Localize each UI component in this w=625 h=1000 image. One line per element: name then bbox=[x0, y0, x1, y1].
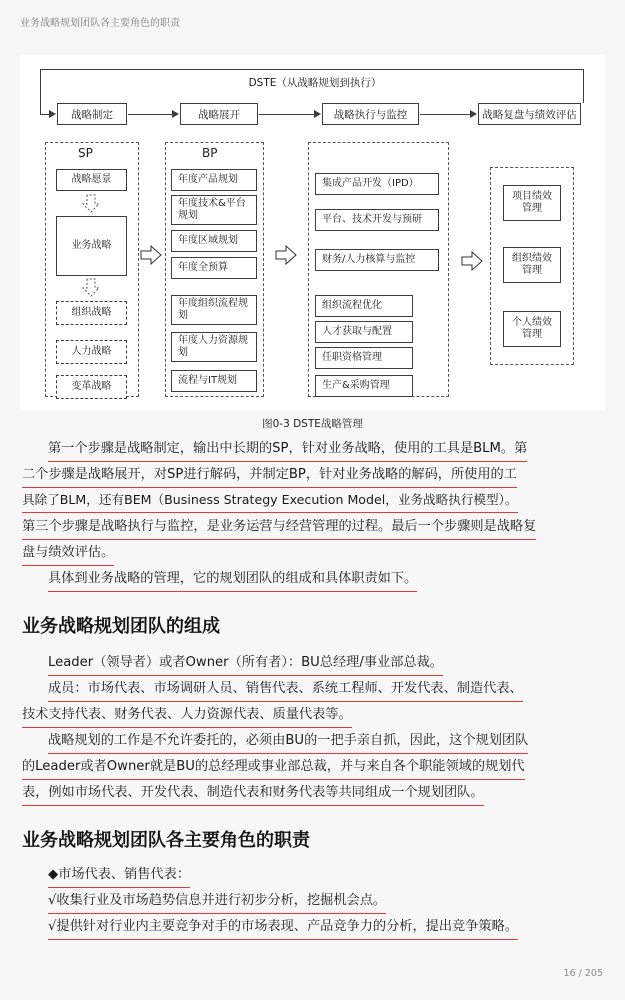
paragraph-line bbox=[22, 488, 518, 514]
section-heading: 业务战略规划团队的组成 bbox=[22, 616, 220, 637]
stage-strategy-deployment: 战略展开 bbox=[180, 103, 258, 125]
loop-line-entry bbox=[40, 114, 50, 115]
execution-item: 集成产品开发（IPD） bbox=[315, 173, 439, 195]
sp-hr-strategy: 人力战略 bbox=[56, 340, 127, 364]
paragraph-text: 二个步骤是战略展开，对SP进行解码，并制定BP，针对业务战略的解码，所使用的工 bbox=[22, 464, 517, 488]
paragraph-line bbox=[22, 780, 484, 806]
section-heading: 业务战略规划团队各主要角色的职责 bbox=[22, 830, 310, 851]
paragraph-line bbox=[22, 566, 417, 592]
loop-line-top bbox=[40, 69, 584, 70]
loop-line-left bbox=[40, 69, 41, 114]
stage-arrow-1-line bbox=[128, 114, 172, 115]
bp-item: 年度人力资源规划 bbox=[171, 332, 257, 362]
leader-line bbox=[22, 650, 443, 676]
paragraph-line bbox=[22, 728, 528, 754]
stage-arrow-3 bbox=[470, 110, 477, 118]
sp-down-arrow-2 bbox=[81, 278, 101, 298]
hollow-arrow-2 bbox=[275, 245, 297, 265]
bp-item: 年度全预算 bbox=[171, 257, 257, 279]
hollow-arrow-1 bbox=[140, 245, 162, 265]
stage-review-evaluation: 战略复盘与绩效评估 bbox=[478, 103, 581, 125]
sp-org-strategy: 组织战略 bbox=[56, 301, 127, 325]
bp-item: 年度技术&平台规划 bbox=[171, 195, 257, 225]
duty-text: √收集行业及市场趋势信息并进行初步分析，挖掘机会点。 bbox=[48, 890, 386, 914]
members-line bbox=[22, 702, 352, 728]
stage-execution-monitoring: 战略执行与监控 bbox=[322, 103, 419, 125]
stage-arrow-2 bbox=[314, 110, 321, 118]
role-title-text: ◆市场代表、销售代表： bbox=[48, 864, 190, 888]
paragraph-line bbox=[22, 540, 114, 566]
sp-change-strategy: 变革战略 bbox=[56, 375, 127, 399]
stage-strategy-formulation: 战略制定 bbox=[57, 103, 127, 125]
bp-item: 流程与IT规划 bbox=[171, 370, 257, 392]
paragraph-text: 第三个步骤是战略执行与监控，是业务运营与经营管理的过程。最后一个步骤则是战略复 bbox=[22, 516, 536, 540]
hollow-arrow-3 bbox=[461, 251, 483, 271]
paragraph-text: 的Leader或者Owner就是BU的总经理或事业部总裁，并与来自各个职能领域的规划代 bbox=[22, 756, 525, 780]
members-text: 技术支持代表、财务代表、人力资源代表、质量代表等。 bbox=[22, 704, 352, 728]
dste-figure bbox=[20, 55, 605, 410]
sp-label: SP bbox=[78, 146, 93, 160]
evaluation-item: 个人绩效管理 bbox=[503, 311, 561, 347]
duty-text: √提供针对行业内主要竞争对手的市场表现、产品竞争力的分析，提出竞争策略。 bbox=[48, 916, 518, 940]
duty-line bbox=[48, 888, 386, 914]
sp-down-arrow-1 bbox=[81, 194, 101, 214]
running-header: 业务战略规划团队各主要角色的职责 bbox=[20, 18, 180, 29]
paragraph-text: 第一个步骤是战略制定，输出中长期的SP，针对业务战略，使用的工具是BLM。第 bbox=[48, 438, 527, 462]
dste-label: DSTE（从战略规划到执行） bbox=[235, 75, 395, 90]
paragraph-text: 具除了BLM，还有BEM（Business Strategy Execution Model，业务战略执行模型）。 bbox=[22, 489, 518, 513]
paragraph-line bbox=[22, 462, 517, 488]
evaluation-item: 项目绩效管理 bbox=[503, 185, 561, 221]
paragraph-line bbox=[22, 754, 525, 780]
execution-item: 人才获取与配置 bbox=[315, 321, 413, 343]
execution-item: 财务/人力核算与监控 bbox=[315, 249, 439, 271]
paragraph-text: 战略规划的工作是不允许委托的，必须由BU的一把手亲自抓，因此，这个规划团队 bbox=[48, 730, 528, 754]
sp-vision: 战略愿景 bbox=[56, 169, 127, 191]
paragraph-line bbox=[22, 514, 536, 540]
figure-caption: 图0-3 DSTE战略管理 bbox=[262, 418, 363, 430]
bp-label: BP bbox=[202, 146, 218, 160]
bp-item: 年度区域规划 bbox=[171, 230, 257, 252]
role-title bbox=[22, 862, 190, 888]
execution-item: 平台、技术开发与预研 bbox=[315, 209, 439, 231]
sp-business-strategy: 业务战略 bbox=[56, 216, 127, 276]
page-number: 16 / 205 bbox=[563, 968, 603, 979]
loop-arrow bbox=[49, 110, 56, 118]
members-line bbox=[22, 676, 523, 702]
leader-text: Leader（领导者）或者Owner（所有者）：BU总经理/事业部总裁。 bbox=[48, 652, 443, 676]
execution-item: 生产&采购管理 bbox=[315, 375, 413, 397]
stage-arrow-1 bbox=[172, 110, 179, 118]
members-text: 成员：市场代表、市场调研人员、销售代表、系统工程师、开发代表、制造代表、 bbox=[48, 678, 523, 702]
stage-arrow-3-line bbox=[420, 114, 470, 115]
paragraph-text: 表，例如市场代表、开发代表、制造代表和财务代表等共同组成一个规划团队。 bbox=[22, 782, 484, 806]
execution-item: 任职资格管理 bbox=[315, 347, 413, 369]
execution-item: 组织流程优化 bbox=[315, 295, 413, 317]
stage-arrow-2-line bbox=[259, 114, 314, 115]
paragraph-line bbox=[22, 436, 527, 462]
evaluation-item: 组织绩效管理 bbox=[503, 247, 561, 283]
paragraph-text: 盘与绩效评估。 bbox=[22, 542, 114, 566]
bp-item: 年度组织流程规划 bbox=[171, 295, 257, 325]
loop-line-right bbox=[583, 69, 584, 103]
duty-line bbox=[48, 914, 518, 940]
paragraph-text: 具体到业务战略的管理，它的规划团队的组成和具体职责如下。 bbox=[48, 568, 417, 592]
bp-item: 年度产品规划 bbox=[171, 169, 257, 191]
